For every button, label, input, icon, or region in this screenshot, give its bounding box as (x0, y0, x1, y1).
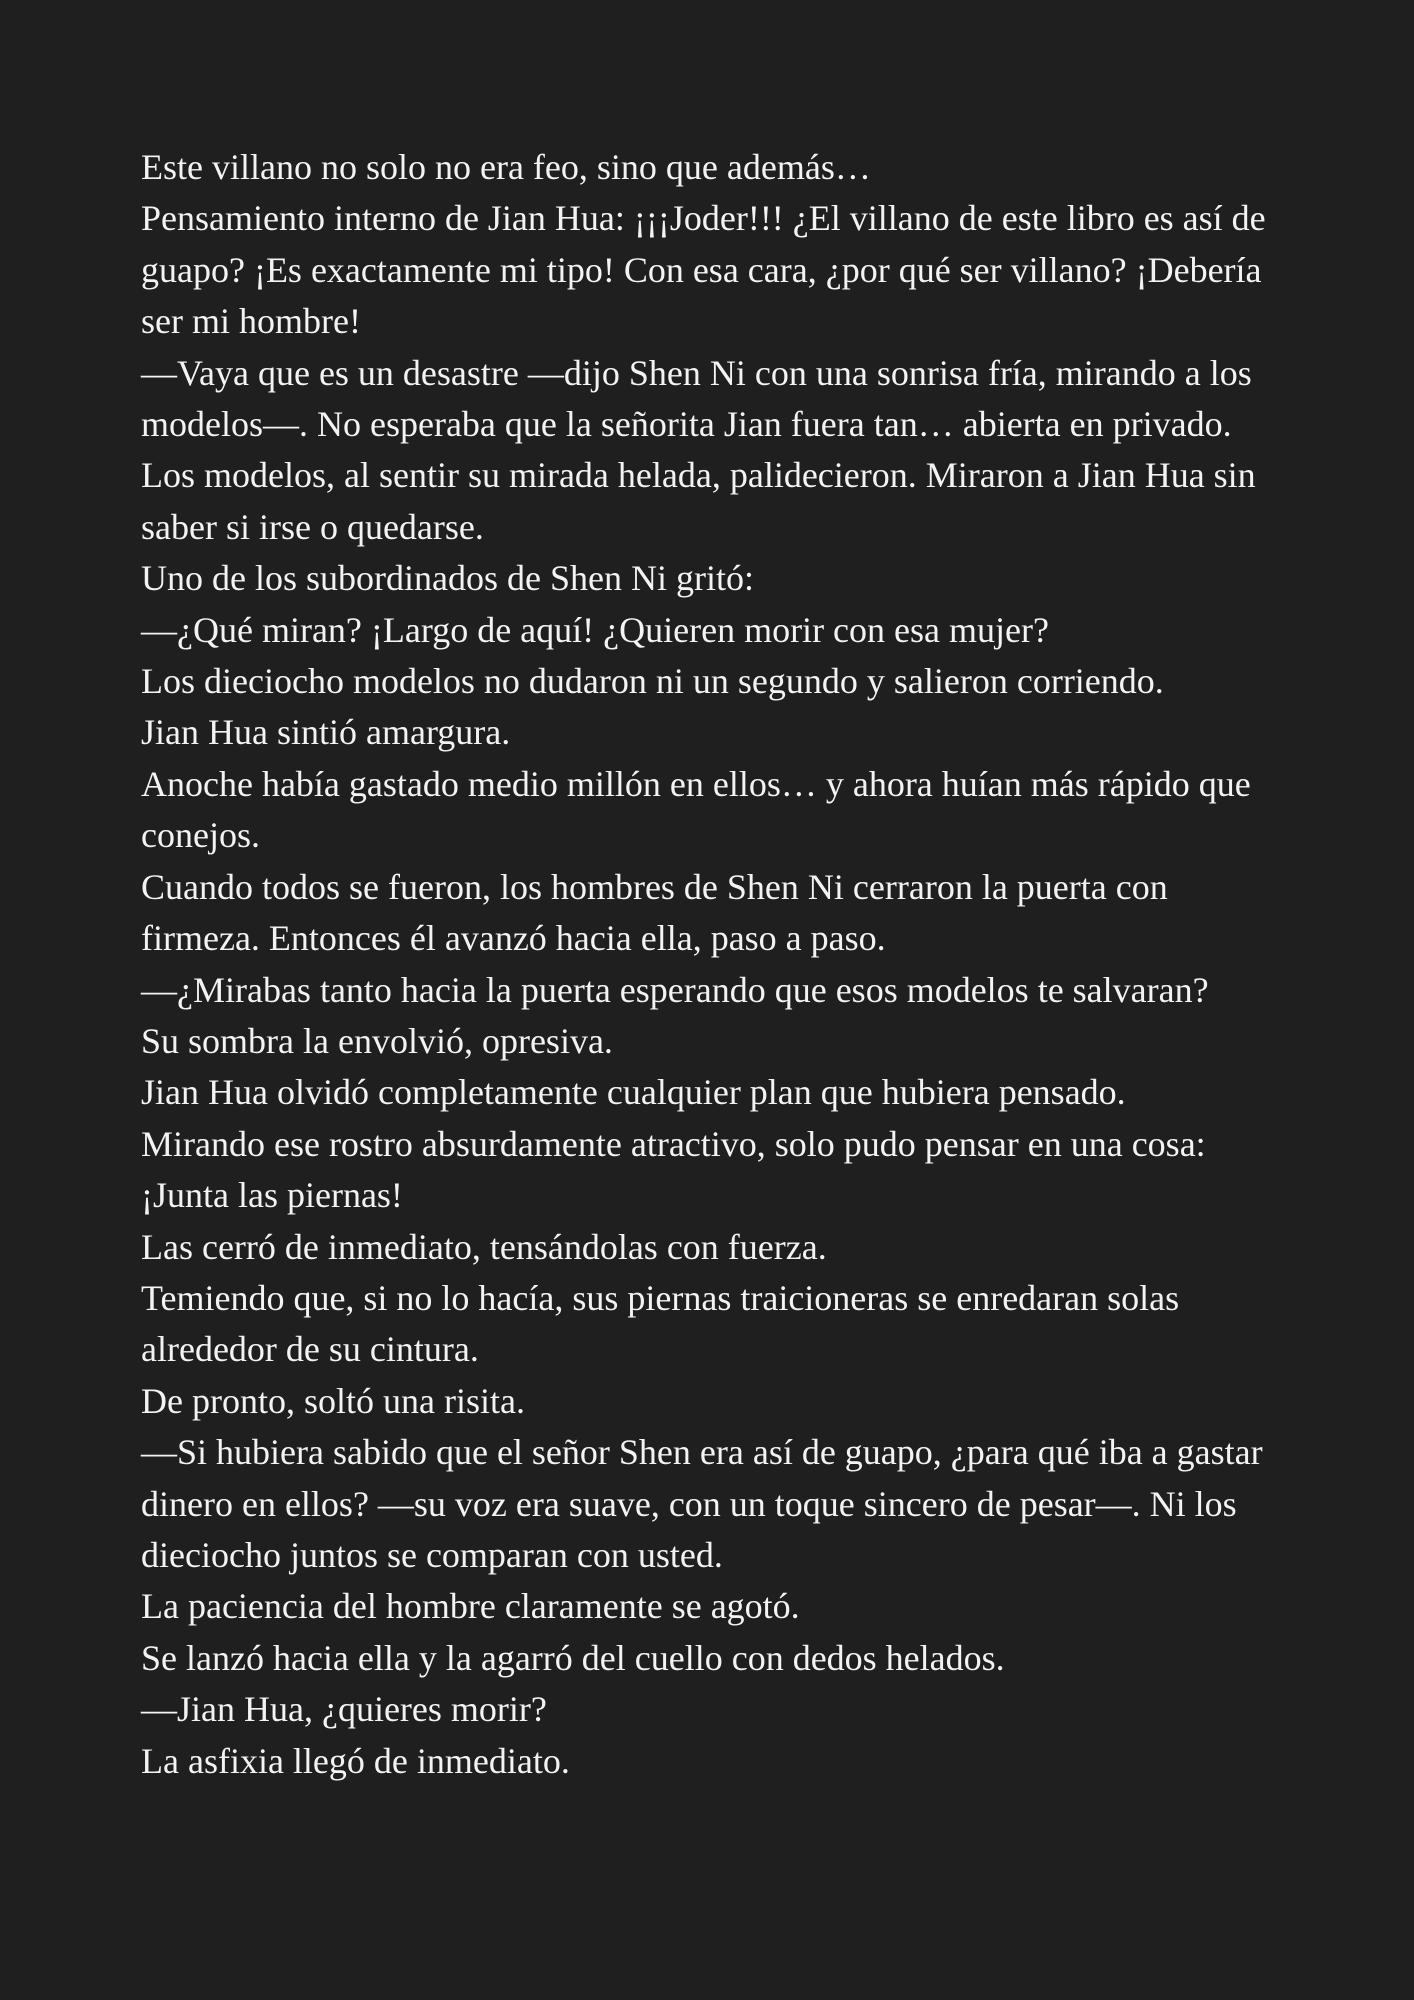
paragraph: Mirando ese rostro absurdamente atractivo, solo pudo pensar en una cosa: (141, 1123, 1206, 1164)
paragraph: Jian Hua sintió amargura. (141, 712, 511, 753)
paragraph: De pronto, soltó una risita. (141, 1380, 525, 1421)
paragraph: —Vaya que es un desastre —dijo Shen Ni con una sonrisa fría, mirando a los modelos—. No esperaba que la señorita Jian fuera tan… abierta en privado. (141, 352, 1252, 445)
paragraph: —¿Mirabas tanto hacia la puerta esperando que esos modelos te salvaran? (141, 969, 1209, 1010)
paragraph: ¡Junta las piernas! (141, 1175, 403, 1216)
paragraph: Este villano no solo no era feo, sino que además… (141, 147, 871, 187)
paragraph: La asfixia llegó de inmediato. (141, 1740, 570, 1781)
paragraph: Temiendo que, si no lo hacía, sus piernas traicioneras se enredaran solas alrededor de su cintura. (141, 1277, 1180, 1370)
paragraph: Se lanzó hacia ella y la agarró del cuello con dedos helados. (141, 1637, 1005, 1678)
paragraph: —¿Qué miran? ¡Largo de aquí! ¿Quieren morir con esa mujer? (141, 609, 1049, 650)
paragraph: Cuando todos se fueron, los hombres de Shen Ni cerraron la puerta con firmeza. Entonces él avanzó hacia ella, paso a paso. (141, 866, 1168, 959)
paragraph: Jian Hua olvidó completamente cualquier plan que hubiera pensado. (141, 1072, 1126, 1113)
paragraph: —Si hubiera sabido que el señor Shen era así de guapo, ¿para qué iba a gastar dinero en ellos? —su voz era suave, con un toque sincero de pesar—. Ni los dieciocho juntos se comparan con usted. (141, 1432, 1263, 1575)
paragraph: Anoche había gastado medio millón en ellos… y ahora huían más rápido que conejos. (141, 763, 1251, 856)
paragraph: Uno de los subordinados de Shen Ni gritó: (141, 558, 754, 599)
paragraph: —Jian Hua, ¿quieres morir? (141, 1689, 547, 1730)
paragraph: Su sombra la envolvió, opresiva. (141, 1020, 613, 1061)
paragraph: Los dieciocho modelos no dudaron ni un segundo y salieron corriendo. (141, 661, 1164, 702)
reading-text-block (141, 142, 1281, 1787)
paragraph: Los modelos, al sentir su mirada helada, palidecieron. Miraron a Jian Hua sin saber si irse o quedarse. (141, 455, 1256, 547)
paragraph: La paciencia del hombre claramente se agotó. (141, 1586, 800, 1627)
paragraph: Pensamiento interno de Jian Hua: ¡¡¡Joder!!! ¿El villano de este libro es así de guapo? ¡Es exactamente mi tipo! Con esa cara, ¿por qué ser villano? ¡Debería ser mi hombre! (141, 198, 1266, 342)
paragraph: Las cerró de inmediato, tensándolas con fuerza. (141, 1226, 827, 1267)
